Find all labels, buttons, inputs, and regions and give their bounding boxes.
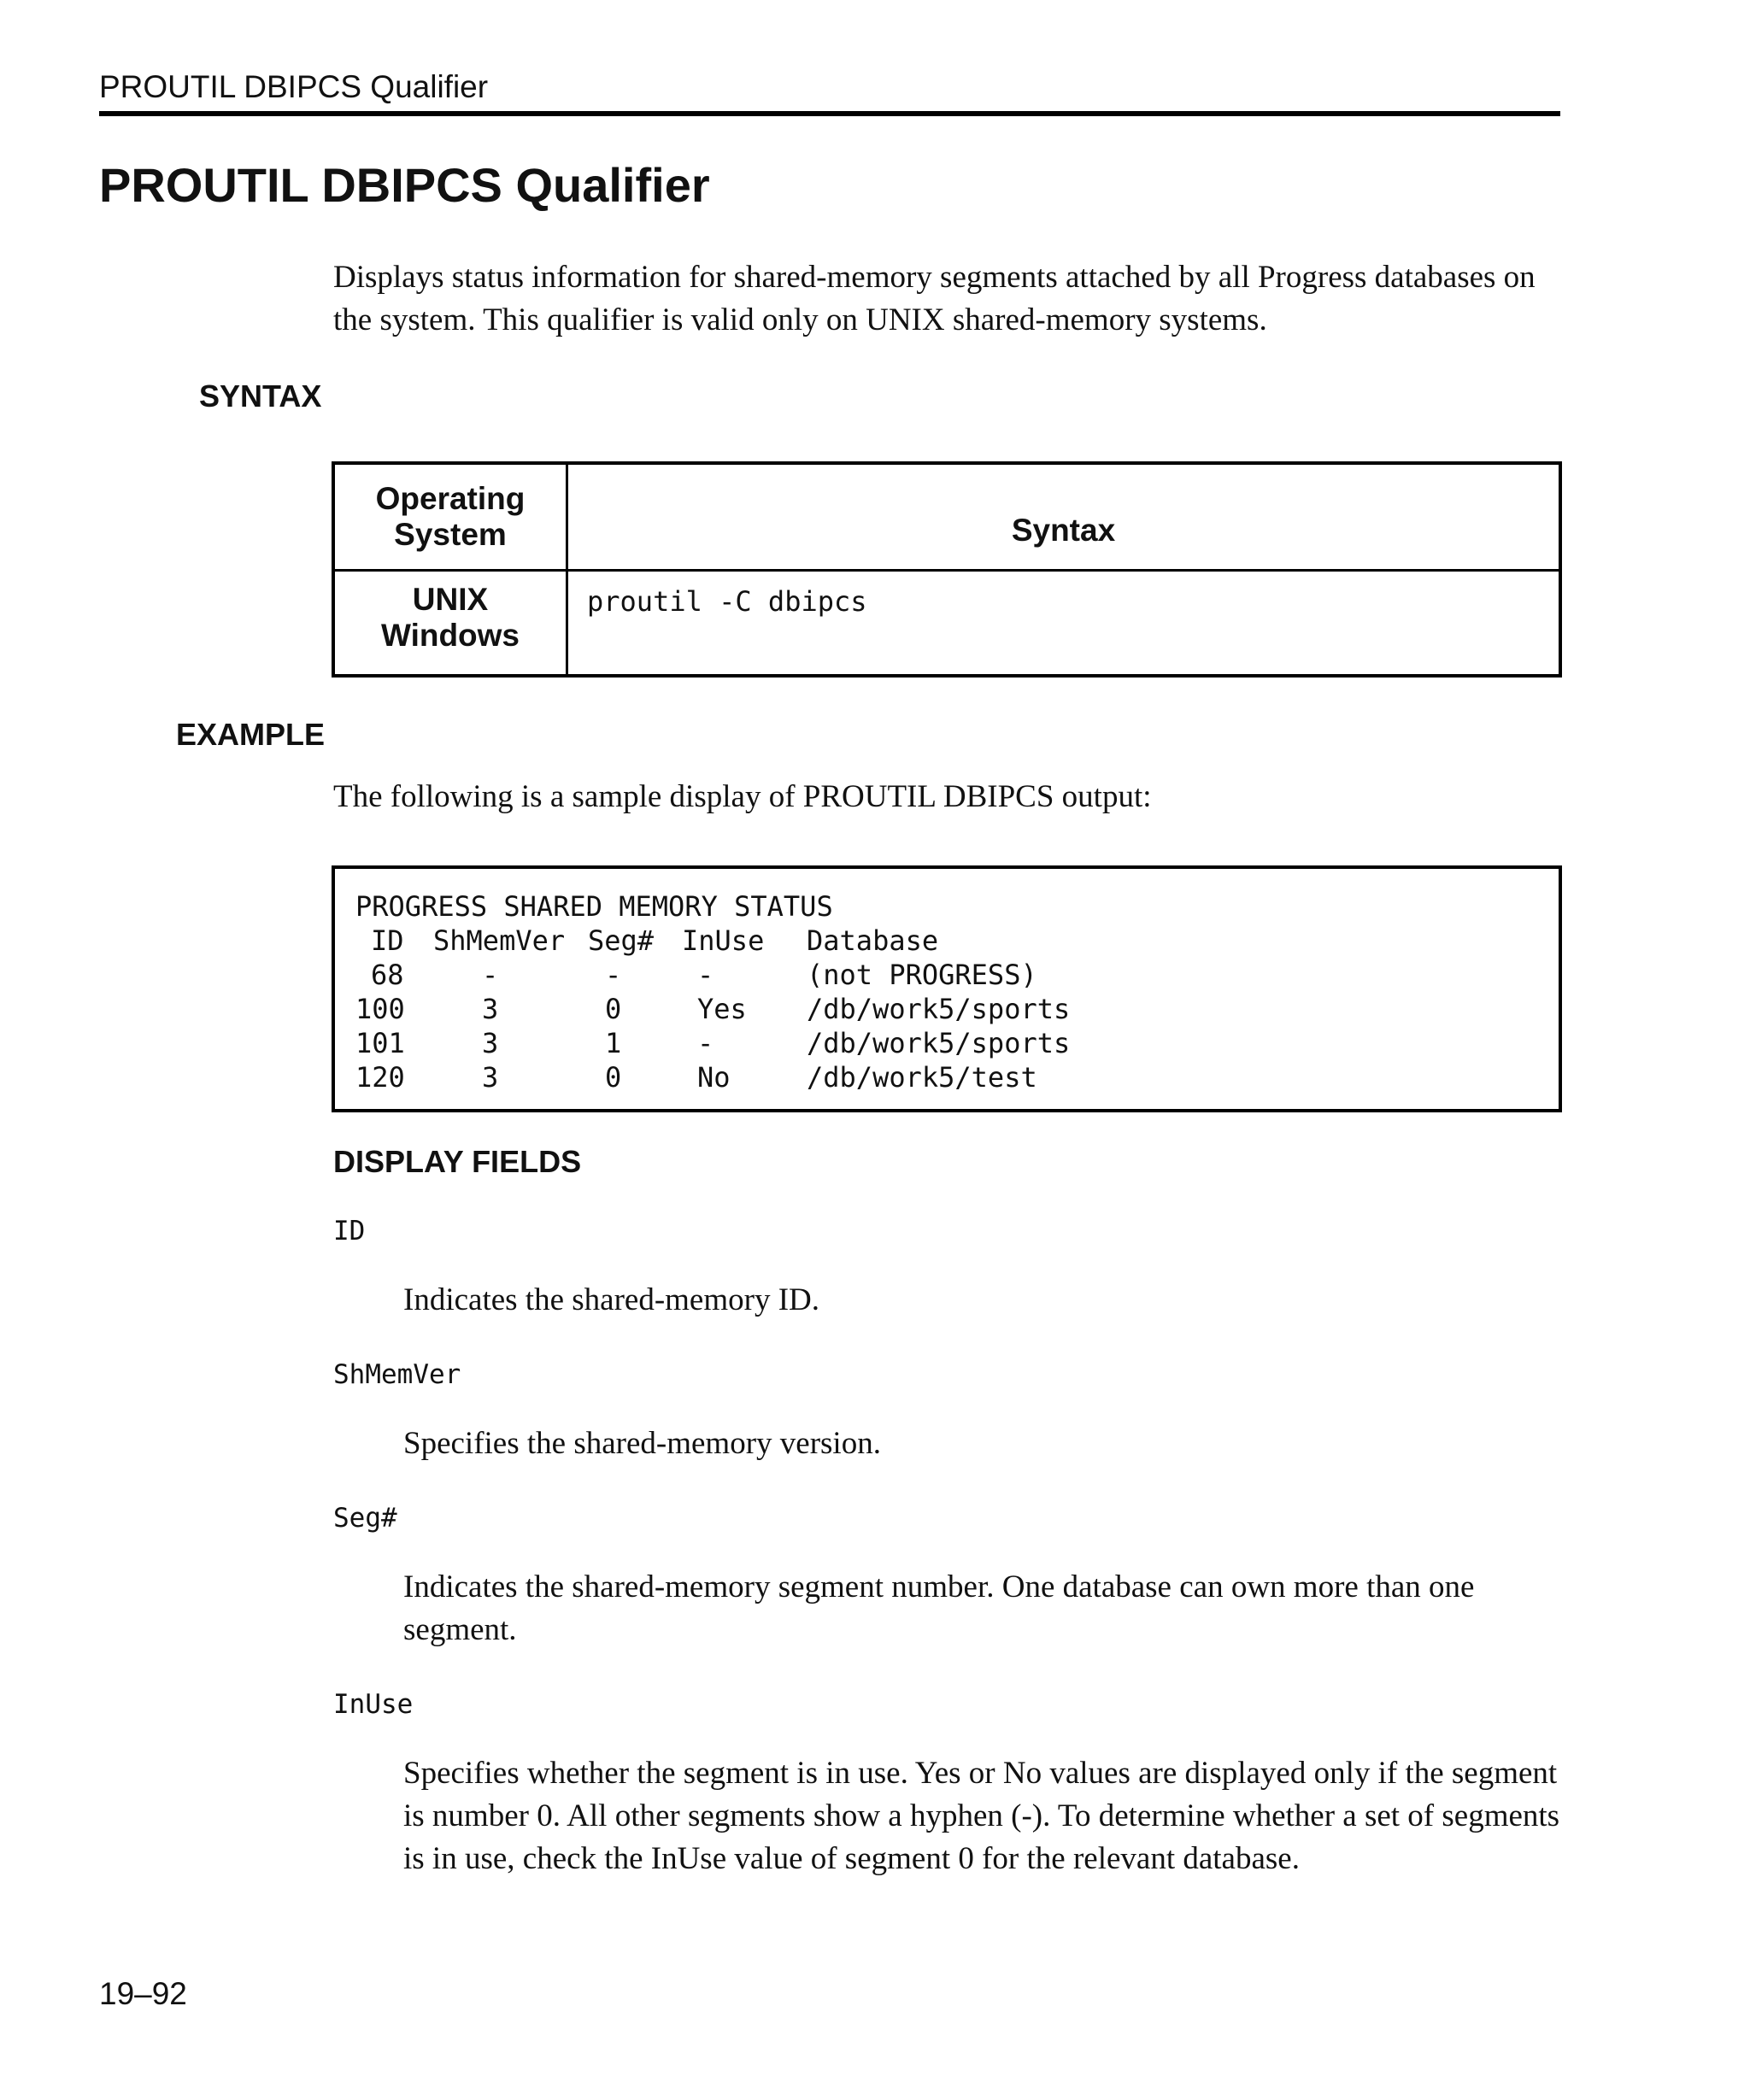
syntax-command: proutil -C dbipcs bbox=[567, 570, 1561, 676]
output-cell: 120 bbox=[355, 1061, 405, 1094]
example-heading: EXAMPLE bbox=[176, 717, 326, 752]
syntax-table-row bbox=[333, 570, 1560, 676]
running-header: PROUTIL DBIPCS Qualifier bbox=[99, 69, 489, 104]
output-cell: /db/work5/sports bbox=[807, 1027, 1071, 1059]
output-cell: 1 bbox=[605, 1027, 622, 1059]
output-col-seg: Seg# bbox=[588, 924, 655, 957]
output-cell: 0 bbox=[605, 993, 622, 1025]
field-desc-seg: Indicates the shared-memory segment number. One database can own more than one segment. bbox=[403, 1569, 1475, 1647]
field-term-id: ID bbox=[333, 1216, 366, 1247]
syntax-table bbox=[332, 461, 1562, 678]
output-cell: - bbox=[482, 959, 499, 991]
output-cell: 3 bbox=[482, 993, 499, 1025]
page-title: PROUTIL DBIPCS Qualifier bbox=[99, 158, 710, 212]
output-col-inuse: InUse bbox=[682, 924, 765, 957]
example-paragraph: The following is a sample display of PROUTIL DBIPCS output: bbox=[333, 779, 1152, 814]
output-cell: Yes bbox=[697, 993, 747, 1025]
syntax-header-label: Syntax bbox=[1011, 512, 1116, 548]
header-rule bbox=[99, 111, 1560, 116]
field-desc-id: Indicates the shared-memory ID. bbox=[403, 1282, 819, 1317]
syntax-table-os-cell bbox=[333, 570, 567, 676]
field-term-shmemver: ShMemVer bbox=[333, 1359, 461, 1390]
output-cell: 3 bbox=[482, 1027, 499, 1059]
output-cell: (not PROGRESS) bbox=[807, 959, 1037, 991]
field-term-seg: Seg# bbox=[333, 1503, 397, 1534]
field-term-inuse: InUse bbox=[333, 1689, 414, 1720]
os-windows: Windows bbox=[380, 617, 520, 653]
output-box bbox=[332, 865, 1562, 1112]
syntax-heading: SYNTAX bbox=[199, 378, 322, 414]
output-cell: 68 bbox=[371, 959, 404, 991]
output-cell: No bbox=[697, 1061, 731, 1094]
output-col-database: Database bbox=[807, 924, 939, 957]
field-desc-inuse: Specifies whether the segment is in use. Yes or No values are displayed only if the segment is number 0. All other segments show a hyphen (-). To determine whether a set of segments is in use, check the InUse value of segment 0 for the relevant database. bbox=[403, 1756, 1560, 1876]
output-title: PROGRESS SHARED MEMORY STATUS bbox=[355, 890, 833, 923]
output-col-shmemver: ShMemVer bbox=[433, 924, 566, 957]
intro-paragraph: Displays status information for shared-memory segments attached by all Progress databases on the system. This qualifier is valid only on UNIX shared-memory systems. bbox=[333, 260, 1536, 337]
syntax-table-syntax-header bbox=[567, 463, 1561, 570]
output-cell: /db/work5/sports bbox=[807, 993, 1071, 1025]
output-cell: 3 bbox=[482, 1061, 499, 1094]
output-cell: 101 bbox=[355, 1027, 405, 1059]
os-unix: UNIX bbox=[412, 581, 489, 617]
output-cell: /db/work5/test bbox=[807, 1061, 1037, 1094]
syntax-table-os-header bbox=[333, 463, 567, 570]
display-fields-heading: DISPLAY FIELDS bbox=[333, 1144, 582, 1179]
output-cell: 0 bbox=[605, 1061, 622, 1094]
field-desc-shmemver: Specifies the shared-memory version. bbox=[403, 1426, 881, 1461]
output-cell: 100 bbox=[355, 993, 405, 1025]
output-cell: - bbox=[605, 959, 622, 991]
os-header-label: Operating System bbox=[375, 480, 526, 552]
output-cell: - bbox=[697, 1027, 714, 1059]
output-col-id: ID bbox=[371, 924, 404, 957]
output-cell: - bbox=[697, 959, 714, 991]
page-number: 19–92 bbox=[99, 1976, 187, 2011]
syntax-table-header-row bbox=[333, 463, 1560, 570]
